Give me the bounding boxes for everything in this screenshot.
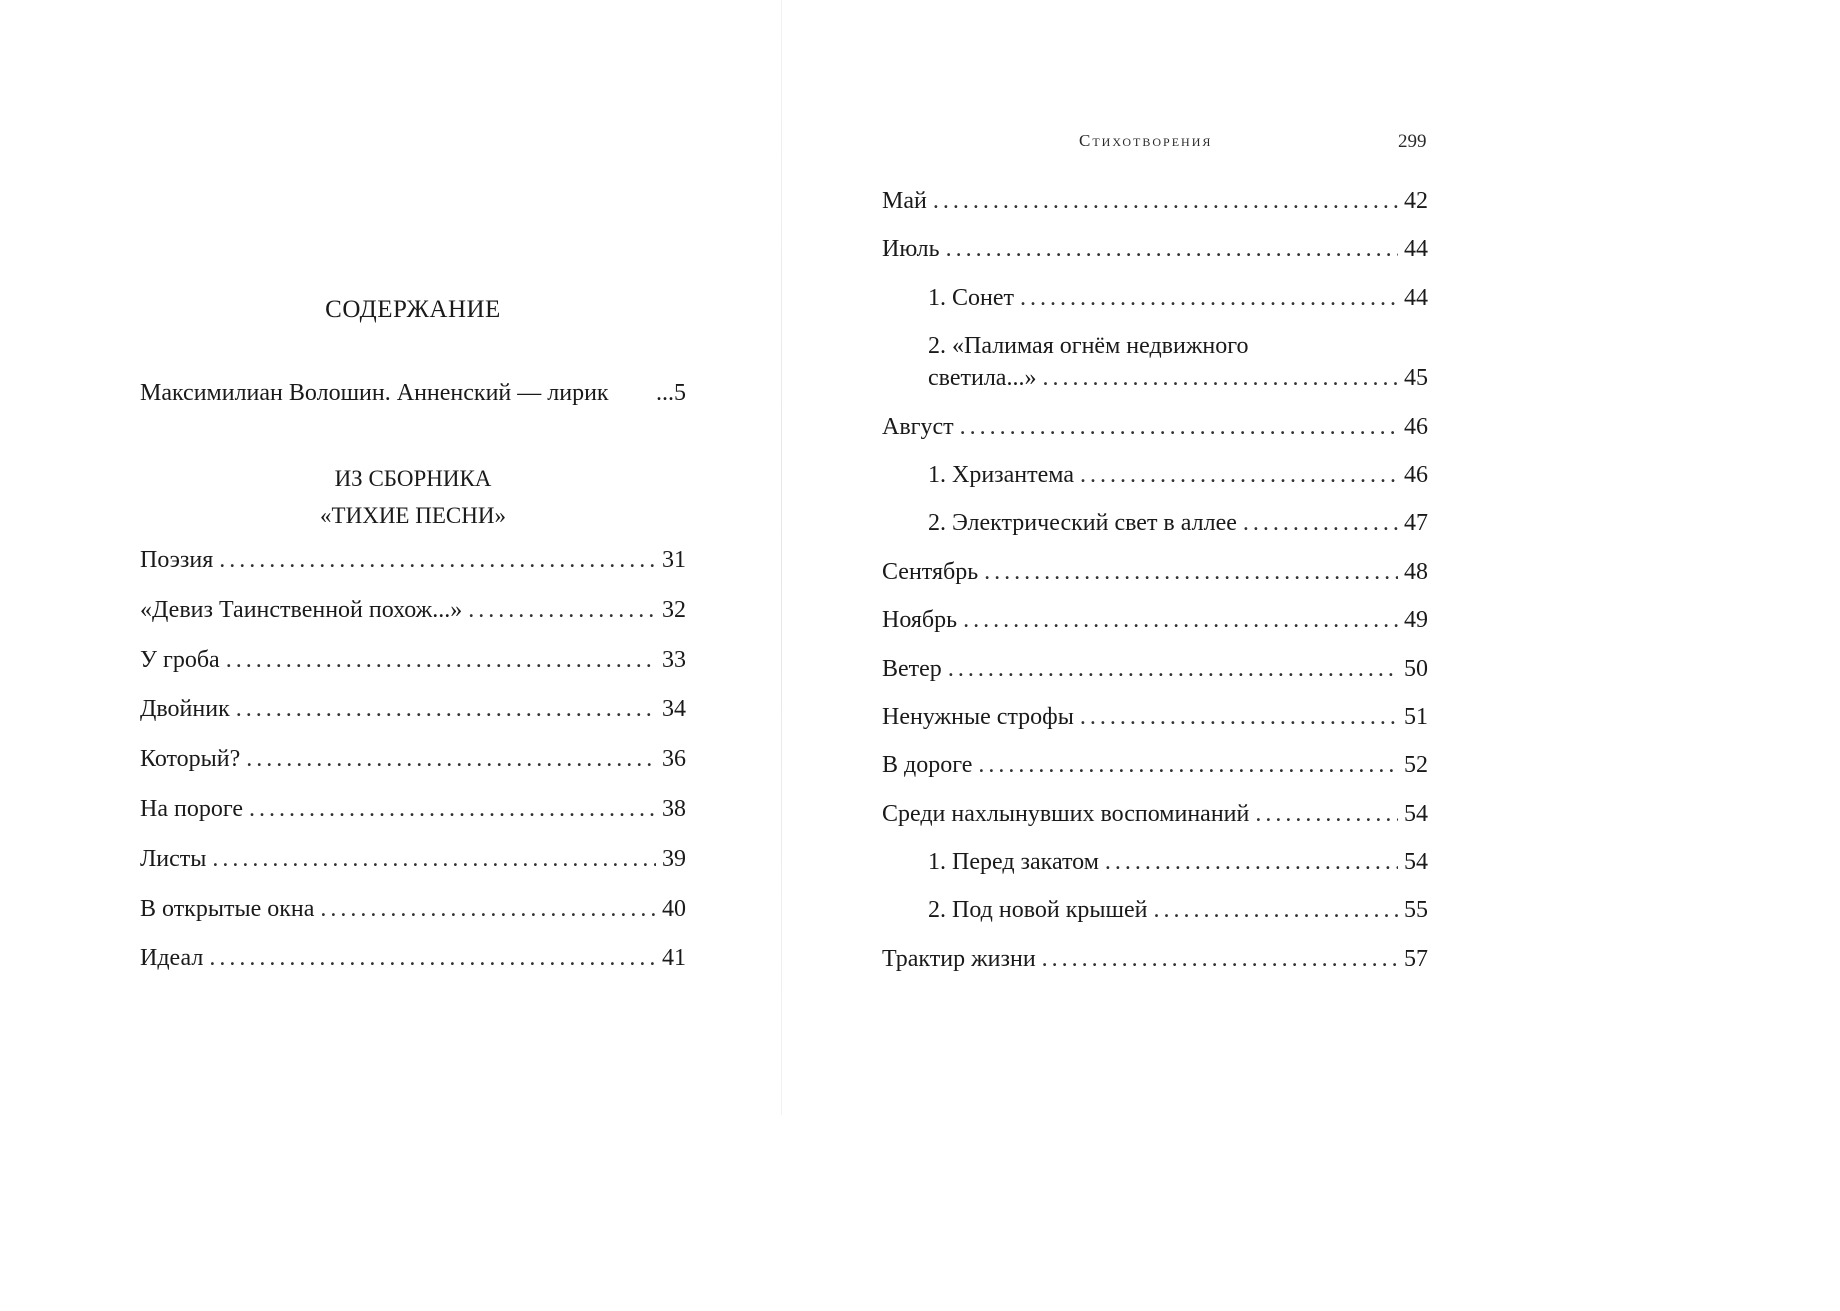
toc-entry <box>882 799 1428 829</box>
toc-entry <box>882 702 1428 732</box>
toc-subentry <box>882 283 1428 313</box>
toc-subentry <box>882 895 1428 925</box>
toc-entry <box>882 234 1428 264</box>
toc-entry <box>882 605 1428 635</box>
dot-leader <box>984 557 1398 587</box>
toc-entry <box>882 412 1428 442</box>
entry-title: 1. Сонет <box>928 284 1014 311</box>
dot-leader <box>1255 799 1398 829</box>
entry-title: В дороге <box>882 752 973 779</box>
toc-entry <box>882 654 1428 684</box>
dot-leader <box>1080 460 1398 490</box>
entry-title: Который? <box>140 746 241 773</box>
dot-leader <box>320 894 656 924</box>
entry-page: 52 <box>1404 752 1428 779</box>
toc-entry <box>882 944 1428 974</box>
entry-title: Август <box>882 413 954 440</box>
toc-entry <box>140 943 686 973</box>
entry-page: 55 <box>1404 897 1428 924</box>
dot-leader <box>1020 283 1398 313</box>
entry-page: 44 <box>1404 236 1428 263</box>
toc-entry <box>882 750 1428 780</box>
entry-page: 36 <box>662 746 686 773</box>
entry-title: На пороге <box>140 795 244 822</box>
dot-leader <box>1042 944 1398 974</box>
dot-leader <box>219 545 656 575</box>
entry-page: 32 <box>662 596 686 623</box>
entry-page: 48 <box>1404 558 1428 585</box>
entry-page: 54 <box>1404 849 1428 876</box>
toc-entry <box>140 744 686 774</box>
entry-page: 44 <box>1404 284 1428 311</box>
dot-leader <box>946 234 1398 264</box>
entry-title: 1. Перед закатом <box>928 849 1099 876</box>
dot-leader <box>1080 702 1398 732</box>
entry-title: Ненужные строфы <box>882 703 1074 730</box>
dot-leader <box>1153 895 1398 925</box>
entry-title: «Девиз Таинственной похож...» <box>140 596 463 623</box>
entry-page: 42 <box>1404 188 1428 214</box>
toc-title: СОДЕРЖАНИЕ <box>325 296 501 323</box>
toc-entry <box>140 645 686 675</box>
entry-title: Идеал <box>140 945 204 972</box>
entry-title: Ветер <box>882 655 942 682</box>
page-number: 299 <box>1398 131 1427 152</box>
entry-page: 50 <box>1404 655 1428 682</box>
dot-leader <box>468 595 656 625</box>
toc-entry <box>140 694 686 724</box>
entry-page: 51 <box>1404 703 1428 730</box>
dot-leader <box>963 605 1398 635</box>
entry-title: Поэзия <box>140 547 214 573</box>
entry-page: 46 <box>1404 461 1428 488</box>
entry-title: Максимилиан Волошин. Анненский — лирик <box>140 380 609 406</box>
dot-leader <box>1105 847 1398 877</box>
entry-title: 2. «Палимая огнём недвижного <box>928 333 1249 360</box>
dot-leader <box>933 186 1398 216</box>
entry-page: 45 <box>1404 365 1428 392</box>
entry-title-line2: светила...» <box>928 365 1037 392</box>
dot-leader <box>1042 363 1398 393</box>
preface-entry <box>140 378 686 408</box>
entry-title: Трактир жизни <box>882 945 1036 972</box>
section-heading-line: ИЗ СБОРНИКА <box>334 466 492 491</box>
entry-page: 46 <box>1404 413 1428 440</box>
toc-subentry <box>882 847 1428 877</box>
entry-page: 33 <box>662 646 686 673</box>
entry-title: Среди нахлынувших воспоминаний <box>882 800 1250 827</box>
entry-title: Листы <box>140 845 207 872</box>
entry-title-continuation <box>928 363 1428 393</box>
entry-page: 31 <box>662 547 686 573</box>
dot-leader <box>209 943 656 973</box>
entry-title: Двойник <box>140 696 230 723</box>
entry-page: ...5 <box>656 380 686 406</box>
entry-title: Сентябрь <box>882 558 979 585</box>
toc-subentry <box>882 331 1428 393</box>
section-heading-collection: «ТИХИЕ ПЕСНИ» <box>320 503 506 528</box>
toc-entry <box>140 844 686 874</box>
toc-subentry <box>882 460 1428 490</box>
toc-entry <box>140 545 686 575</box>
entry-page: 47 <box>1404 510 1428 537</box>
running-head: Стихотворения <box>1079 131 1213 150</box>
toc-list <box>140 545 686 993</box>
entry-page: 57 <box>1404 945 1428 972</box>
dot-leader <box>212 844 656 874</box>
dot-leader <box>236 694 656 724</box>
entry-title: Июль <box>882 236 940 263</box>
dot-leader <box>978 750 1398 780</box>
left-page <box>0 0 781 1115</box>
toc-subentry <box>882 508 1428 538</box>
right-page <box>782 0 1554 1115</box>
section-heading <box>140 460 686 534</box>
toc-entry <box>140 595 686 625</box>
dot-leader <box>948 654 1398 684</box>
toc-entry <box>882 186 1428 216</box>
entry-title: Май <box>882 188 927 214</box>
entry-page: 39 <box>662 845 686 872</box>
toc-entry <box>140 794 686 824</box>
dot-leader <box>246 744 656 774</box>
entry-title: Ноябрь <box>882 607 958 634</box>
dot-leader <box>226 645 656 675</box>
entry-page: 34 <box>662 696 686 723</box>
entry-page: 41 <box>662 945 686 972</box>
dot-leader <box>1243 508 1398 538</box>
entry-title: 2. Электрический свет в аллее <box>928 510 1237 537</box>
entry-page: 38 <box>662 795 686 822</box>
dot-leader <box>960 412 1398 442</box>
entry-title: У гроба <box>140 646 220 673</box>
entry-title: 1. Хризантема <box>928 461 1074 488</box>
toc-entry <box>882 557 1428 587</box>
entry-page: 40 <box>662 895 686 922</box>
entry-page: 54 <box>1404 800 1428 827</box>
toc-list <box>882 186 1428 992</box>
entry-page: 49 <box>1404 607 1428 634</box>
entry-title: В открытые окна <box>140 895 315 922</box>
toc-entry <box>140 894 686 924</box>
dot-leader <box>249 794 656 824</box>
entry-title: 2. Под новой крышей <box>928 897 1148 924</box>
